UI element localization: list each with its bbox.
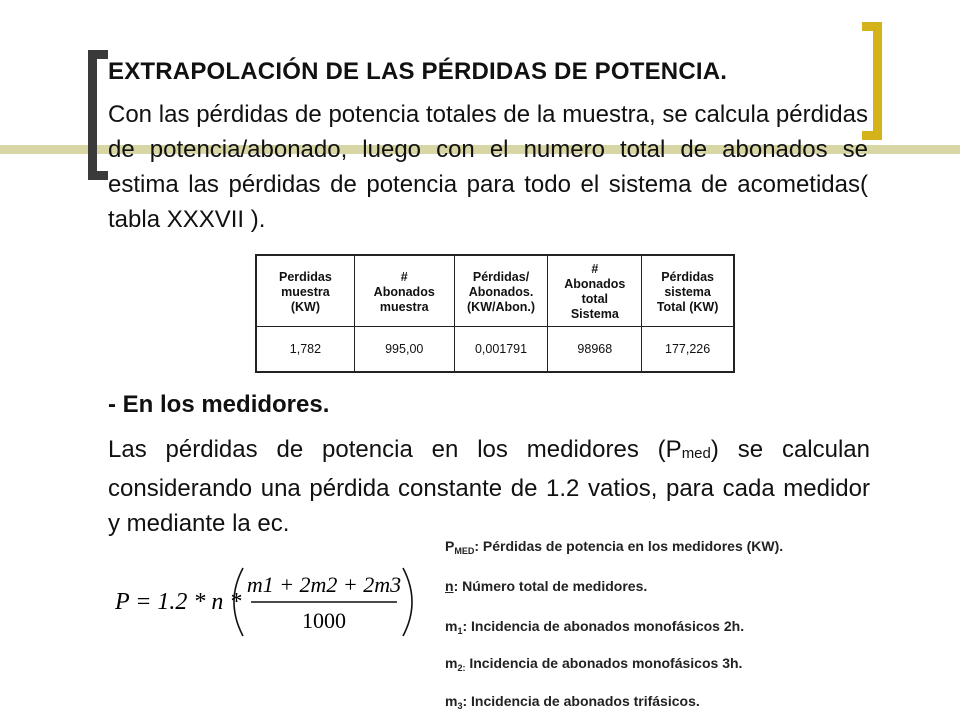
header-abonados-muestra: # Abonados muestra	[354, 255, 454, 327]
legend-item: n: Número total de medidores.	[445, 578, 648, 594]
losses-table	[255, 254, 735, 373]
meters-paragraph	[108, 432, 870, 541]
power-loss-formula	[115, 562, 415, 642]
table-cell: 995,00	[354, 327, 454, 373]
formula-right-paren	[403, 568, 412, 636]
left-bracket-decoration	[88, 50, 108, 180]
header-perdidas-sistema: Pérdidas sistema Total (KW)	[642, 255, 734, 327]
table-cell: 1,782	[256, 327, 354, 373]
meters-paragraph-part2: ) se calculan considerando una pérdida constante de 1.2 vatios, para cada medidor y mediante la ec.	[108, 436, 871, 537]
header-perdidas-abonados: Pérdidas/ Abonados. (KW/Abon.)	[454, 255, 548, 327]
legend-item: $P_{MED}$: Pérdidas de potencia en los medidores (KW).	[445, 538, 784, 556]
pmed-subscript: med	[681, 445, 711, 462]
intro-paragraph: Con las pérdidas de potencia totales de la muestra, se calcula pérdidas de potencia/abonado, luego con el numero total de abonados se estima las pérdidas de potencia para todo el sistema de acometidas( tabla XXXVII ).	[108, 101, 868, 233]
legend-item: $m_3$: Incidencia de abonados trifásicos.	[445, 693, 700, 711]
table-cell: 98968	[548, 327, 642, 373]
formula-denominator: 1000	[302, 608, 346, 633]
formula-lhs: P = 1.2 * n *	[115, 589, 242, 615]
table-cell: 177,226	[642, 327, 734, 373]
section-subheading: - En los medidores.	[108, 391, 330, 418]
table-cell: 0,001791	[454, 327, 548, 373]
meters-paragraph-part1: Las pérdidas de potencia en los medidores (P	[108, 436, 682, 463]
table-row	[256, 327, 734, 373]
legend-item: $m_1$: Incidencia de abonados monofásicos 2h.	[445, 618, 745, 636]
legend-item: $m_{2:}$ Incidencia de abonados monofásicos 3h.	[445, 655, 743, 673]
header-perdidas-muestra: Perdidas muestra (KW)	[256, 255, 354, 327]
header-abonados-total: # Abonados total Sistema	[548, 255, 642, 327]
slide-title: EXTRAPOLACIÓN DE LAS PÉRDIDAS DE POTENCIA.	[108, 58, 728, 85]
table-header-row	[256, 255, 734, 327]
formula-numerator: m1 + 2m2 + 2m3	[246, 572, 402, 597]
